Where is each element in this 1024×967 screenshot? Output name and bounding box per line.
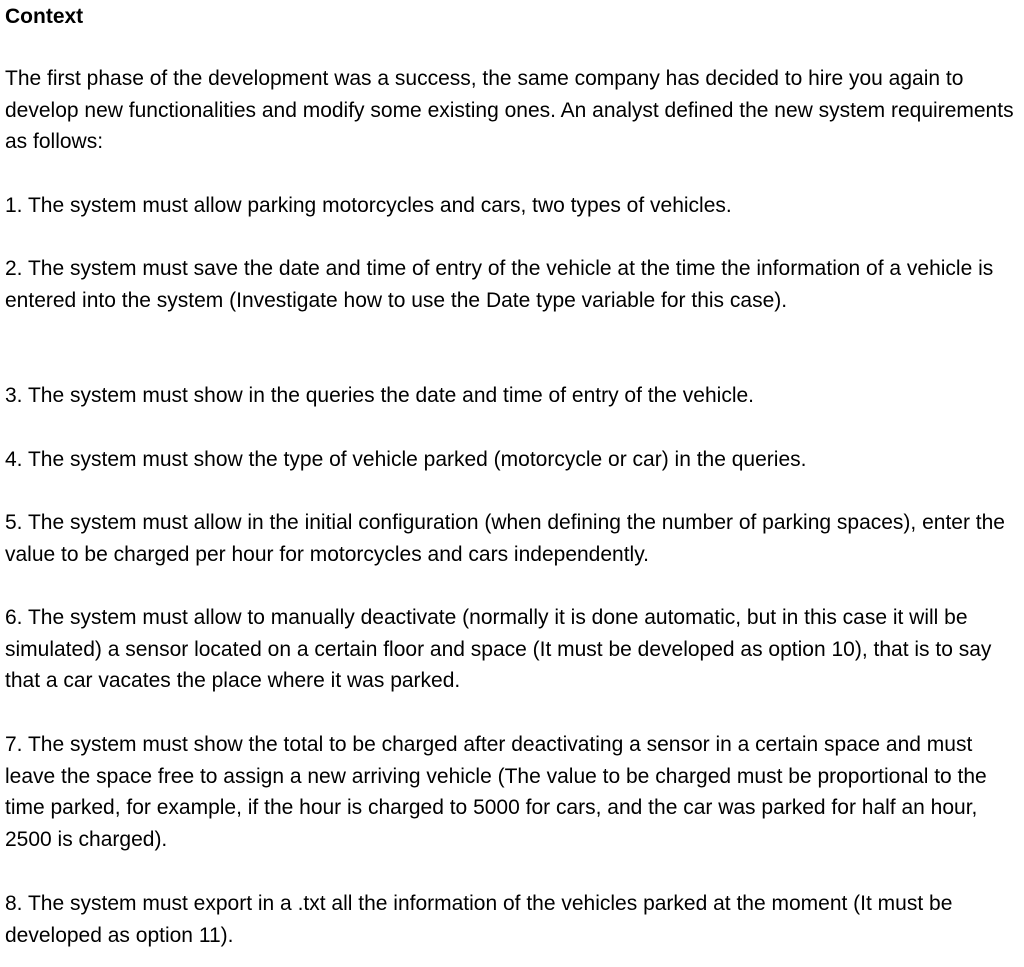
context-heading: Context [5,5,84,28]
requirement-8: 8. The system must export in a .txt all the information of the vehicles parked at the moment (It must be developed as option 11). [5,892,953,947]
requirement-3: 3. The system must show in the queries the date and time of entry of the vehicle. [5,384,755,407]
requirement-4: 4. The system must show the type of vehicle parked (motorcycle or car) in the queries. [5,448,807,471]
requirement-1: 1. The system must allow parking motorcycles and cars, two types of vehicles. [5,194,732,217]
requirement-6: 6. The system must allow to manually deactivate (normally it is done automatic, but in this case it will be simulated) a sensor located on a certain floor and space (It must be developed as option 10), that is to say that a car vacates the place where it was parked. [5,606,992,692]
requirement-5: 5. The system must allow in the initial configuration (when defining the number of parking spaces), enter the value to be charged per hour for motorcycles and cars independently. [5,511,1005,566]
requirement-2: 2. The system must save the date and time of entry of the vehicle at the time the information of a vehicle is entered into the system (Investigate how to use the Date type variable for this case). [5,257,994,312]
requirement-7: 7. The system must show the total to be charged after deactivating a sensor in a certain space and must leave the space free to assign a new arriving vehicle (The value to be charged must be proportional to the time parked, for example, if the hour is charged to 5000 for cars, and the car was parked for half an hour, 2500 is charged). [5,733,987,851]
intro-paragraph: The first phase of the development was a success, the same company has decided to hire you again to develop new functionalities and modify some existing ones. An analyst defined the new system requirements as follows: [5,67,1014,153]
